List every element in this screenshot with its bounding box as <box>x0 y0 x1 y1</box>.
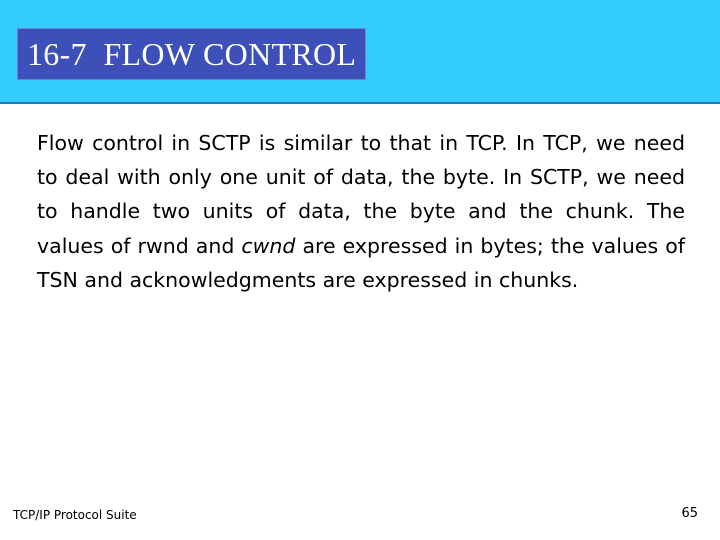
body-text-part2: are expressed in bytes; the values of TSN and acknowledgments are expressed in chunks. <box>37 233 685 292</box>
page-number: 65 <box>681 506 698 521</box>
footer-source: TCP/IP Protocol Suite <box>13 508 137 522</box>
slide-title: 16-7 FLOW CONTROL <box>27 35 357 72</box>
header-band <box>0 0 720 104</box>
title-box <box>17 28 366 80</box>
body-text-emphasis: cwnd <box>241 233 296 258</box>
body-text-part1: Flow control in SCTP is similar to that in TCP. In TCP, we need to deal with only one unit of data, the byte. In SCTP, we need to handle two units of data, the byte and the chunk. The values of rwnd and <box>37 131 685 258</box>
body-paragraph <box>37 126 685 297</box>
